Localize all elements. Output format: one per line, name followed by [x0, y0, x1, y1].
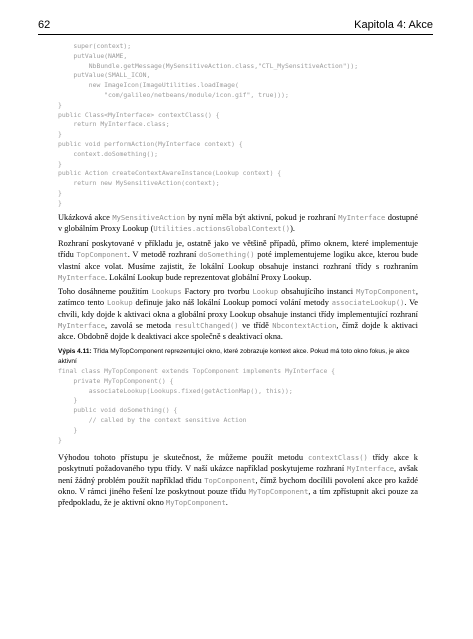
text-run: ). — [290, 224, 295, 234]
code-listing-topcomponent — [58, 367, 335, 445]
code-line: associateLookup(Lookups.fixed(getActionMap(), this)); — [58, 386, 293, 395]
inline-code: doSomething() — [199, 250, 255, 260]
code-line: public void doSomething() { — [58, 406, 178, 415]
inline-code: MyInterface — [338, 213, 386, 222]
code-line: } — [58, 425, 78, 434]
code-line: } — [58, 198, 62, 207]
code-line: putValue(SMALL_ICON, — [58, 71, 151, 80]
text-run: Výhodou tohoto přístupu je skutečnost, že můžeme použít metodu — [58, 453, 308, 462]
text-run: . Lokální Lookup bude reprezentovat globální Proxy Lookup. — [104, 272, 312, 282]
text-run: dostupné v globálním Proxy Lookup ( — [58, 213, 418, 234]
inline-code: TopComponent — [76, 250, 128, 260]
code-line: "com/galileo/netbeans/module/icon.gif", true))); — [58, 90, 289, 99]
code-line: return MyInterface.class; — [58, 120, 170, 129]
inline-code: resultChanged() — [174, 320, 239, 330]
code-line: new ImageIcon(ImageUtilities.loadImage( — [58, 81, 239, 90]
listing-caption-text: Třída MyTopComponent reprezentující okno, které zobrazuje kontext akce. Pokud má toto okno fokus, je akce aktivní — [58, 348, 410, 365]
text-run: . V metodě rozhraní — [127, 250, 199, 260]
inline-code: Lookups — [151, 287, 182, 296]
code-line: public Class<MyInterface> contextClass() { — [58, 110, 220, 119]
code-line: context.doSomething(); — [58, 149, 159, 158]
code-line: public Action createContextAwareInstance(Lookup context) { — [58, 169, 282, 178]
text-run: Factory pro tvorbu — [181, 287, 253, 296]
code-line: NbBundle.getMessage(MySensitiveAction.class,"CTL_MySensitiveAction")); — [58, 61, 359, 70]
text-run: . — [225, 498, 228, 508]
text-run: . Ve chvíli, kdy dojde k aktivaci okna a globální proxy Lookup obsahuje instanci třídy implementující rozhraní — [58, 298, 419, 319]
text-run: Rozhraní poskytované v příkladu je, ostatně jako ve většině případů, přímo oknem, které implementuje třídu — [58, 239, 418, 260]
inline-code: contextClass() — [307, 453, 368, 462]
paragraph-interface — [58, 238, 418, 283]
inline-code: NbcontextAction — [272, 320, 337, 330]
inline-code: Utilities.actionsGlobalContext() — [153, 224, 291, 234]
inline-code: Lookup — [252, 287, 279, 296]
code-line: super(context); — [58, 42, 132, 50]
page-number: 62 — [38, 19, 51, 31]
code-line: } — [58, 100, 62, 109]
paragraph-lookups — [58, 286, 418, 342]
text-run: ve třídě — [238, 320, 273, 330]
code-listing-action — [58, 42, 358, 209]
inline-code: MyTopComponent — [248, 486, 309, 496]
text-run: definuje jako náš lokální Lookup pomocí volání metody — [132, 298, 332, 308]
code-line: private MyTopComponent() { — [58, 376, 174, 385]
text-run: , čímž bychom docílili povolení akce pro každé okno. V rámci jiného řešení lze poskytnout pouze třídu — [58, 475, 418, 496]
code-line: } — [58, 188, 62, 197]
inline-code: associateLookup() — [331, 298, 405, 308]
text-run: poté implementujeme logiku akce, kterou bude vlastní akce volat. Musíme zajistit, že lokální Lookup obsahuje instanci rozhraní třídy s rozhraním — [58, 250, 418, 271]
header-rule — [38, 34, 433, 35]
text-run: , avšak není žádný problém použít například třídu — [58, 464, 418, 485]
inline-code: MyInterface — [347, 464, 394, 474]
text-run: , čímž dojde k aktivaci akce. Obdobně dojde k deaktivaci akce společně s deaktivací okna. — [58, 320, 418, 342]
paragraph-advantage — [58, 452, 418, 508]
text-run: , a tím zpřístupnit akci pouze za předpokladu, že je aktivní okno — [58, 486, 418, 508]
code-line: } — [58, 130, 62, 139]
code-line: } — [58, 159, 62, 168]
text-run: Ukázková akce — [58, 213, 113, 222]
listing-caption-label: Výpis 4.11: — [58, 348, 92, 355]
page-header — [38, 19, 433, 33]
inline-code: MyInterface — [58, 272, 105, 282]
text-run: , zavolá se metoda — [104, 320, 175, 330]
code-line: putValue(NAME, — [58, 51, 128, 60]
text-run: , zatímco tento — [58, 287, 418, 308]
inline-code: MyTopComponent — [356, 287, 416, 296]
inline-code: MyTopComponent — [165, 498, 226, 508]
code-line: // called by the context sensitive Action — [58, 415, 247, 424]
paragraph-action-active — [58, 212, 418, 235]
listing-caption — [58, 347, 416, 367]
code-line: } — [58, 435, 62, 444]
text-run: by nyní měla být aktivní, pokud je rozhraní — [184, 213, 339, 222]
text-run: obsahujícího instanci — [278, 287, 357, 296]
code-line: } — [58, 396, 78, 405]
chapter-title: Kapitola 4: Akce — [354, 19, 433, 31]
text-run: třídy akce k poskytnutí požadovaného typu třídy. V naší ukázce například poskytujeme rozhraní — [58, 453, 418, 474]
code-line: final class MyTopComponent extends TopComponent implements MyInterface { — [58, 367, 336, 375]
code-line: return new MySensitiveAction(context); — [58, 179, 220, 188]
code-line: public void performAction(MyInterface context) { — [58, 139, 243, 148]
inline-code: MySensitiveAction — [112, 213, 185, 222]
inline-code: TopComponent — [204, 475, 256, 485]
text-run: Toho dosáhneme použitím — [58, 287, 152, 296]
inline-code: MyInterface — [58, 320, 105, 330]
inline-code: Lookup — [106, 298, 133, 308]
